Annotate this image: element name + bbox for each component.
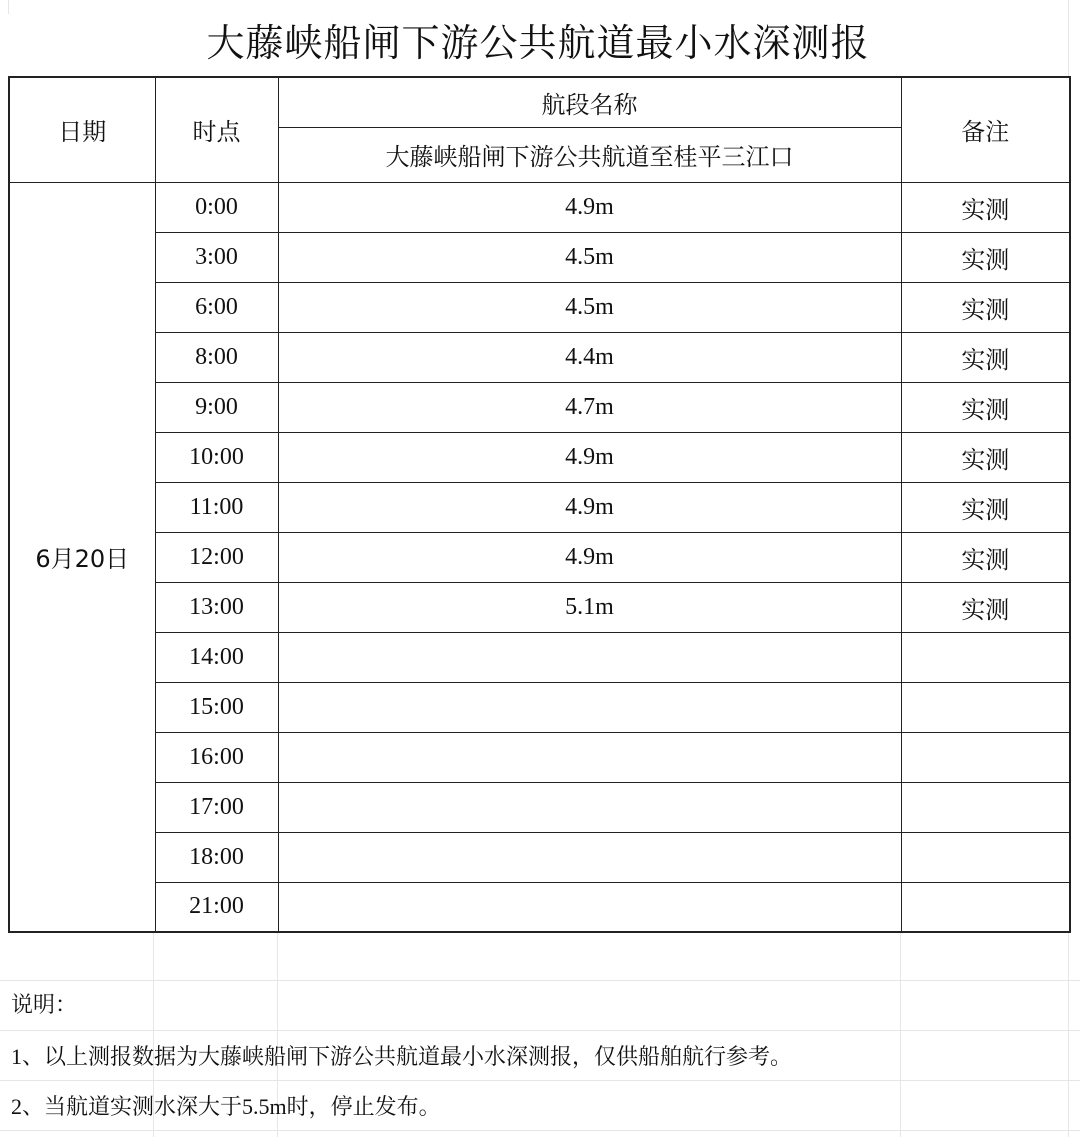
time-cell: 11:00	[155, 482, 278, 532]
remark-cell: 实测	[901, 332, 1070, 382]
time-cell: 12:00	[155, 532, 278, 582]
notes-heading: 说明：	[11, 992, 78, 1017]
depth-cell	[278, 682, 901, 732]
time-cell: 16:00	[155, 732, 278, 782]
remark-cell: 实测	[901, 582, 1070, 632]
depth-cell: 4.5m	[278, 232, 901, 282]
time-cell: 15:00	[155, 682, 278, 732]
time-cell: 17:00	[155, 782, 278, 832]
time-cell: 8:00	[155, 332, 278, 382]
depth-cell	[278, 782, 901, 832]
table-row	[9, 382, 1070, 432]
depth-report-table	[8, 76, 1071, 933]
remark-cell: 实测	[901, 382, 1070, 432]
depth-cell: 4.5m	[278, 282, 901, 332]
table-row	[9, 832, 1070, 882]
remark-cell	[901, 782, 1070, 832]
table-row	[9, 182, 1070, 232]
depth-cell	[278, 632, 901, 682]
depth-cell: 4.9m	[278, 432, 901, 482]
remark-cell: 实测	[901, 432, 1070, 482]
remark-cell: 实测	[901, 182, 1070, 232]
remark-cell	[901, 732, 1070, 782]
remark-cell	[901, 632, 1070, 682]
header-section-group: 航段名称	[278, 77, 901, 127]
depth-cell	[278, 732, 901, 782]
remark-cell: 实测	[901, 282, 1070, 332]
depth-cell: 4.7m	[278, 382, 901, 432]
table-row	[9, 532, 1070, 582]
depth-cell: 4.9m	[278, 182, 901, 232]
depth-cell: 4.4m	[278, 332, 901, 382]
depth-cell: 5.1m	[278, 582, 901, 632]
table-row	[9, 482, 1070, 532]
table-row	[9, 782, 1070, 832]
time-cell: 6:00	[155, 282, 278, 332]
table-row	[9, 432, 1070, 482]
note-item-2: 2、当航道实测水深大于5.5m时，停止发布。	[11, 1094, 441, 1119]
table-row	[9, 282, 1070, 332]
header-time: 时点	[155, 77, 278, 182]
remark-cell	[901, 882, 1070, 932]
table-row	[9, 632, 1070, 682]
date-cell: 6月20日	[9, 182, 155, 932]
remark-cell	[901, 682, 1070, 732]
time-cell: 21:00	[155, 882, 278, 932]
table-row	[9, 882, 1070, 932]
depth-cell	[278, 832, 901, 882]
remark-cell: 实测	[901, 482, 1070, 532]
time-cell: 3:00	[155, 232, 278, 282]
time-cell: 10:00	[155, 432, 278, 482]
time-cell: 9:00	[155, 382, 278, 432]
depth-cell	[278, 882, 901, 932]
depth-cell: 4.9m	[278, 482, 901, 532]
time-cell: 0:00	[155, 182, 278, 232]
table-row	[9, 732, 1070, 782]
table-row	[9, 582, 1070, 632]
remark-cell	[901, 832, 1070, 882]
depth-cell: 4.9m	[278, 532, 901, 582]
time-cell: 18:00	[155, 832, 278, 882]
remark-cell: 实测	[901, 232, 1070, 282]
table-row	[9, 332, 1070, 382]
header-date: 日期	[9, 77, 155, 182]
time-cell: 14:00	[155, 632, 278, 682]
note-item-1: 1、以上测报数据为大藤峡船闸下游公共航道最小水深测报，仅供船舶航行参考。	[11, 1044, 793, 1069]
page-title: 大藤峡船闸下游公共航道最小水深测报	[206, 21, 870, 65]
time-cell: 13:00	[155, 582, 278, 632]
header-section-name: 大藤峡船闸下游公共航道至桂平三江口	[278, 127, 901, 182]
header-remark: 备注	[901, 77, 1070, 182]
remark-cell: 实测	[901, 532, 1070, 582]
table-row	[9, 682, 1070, 732]
table-row	[9, 232, 1070, 282]
